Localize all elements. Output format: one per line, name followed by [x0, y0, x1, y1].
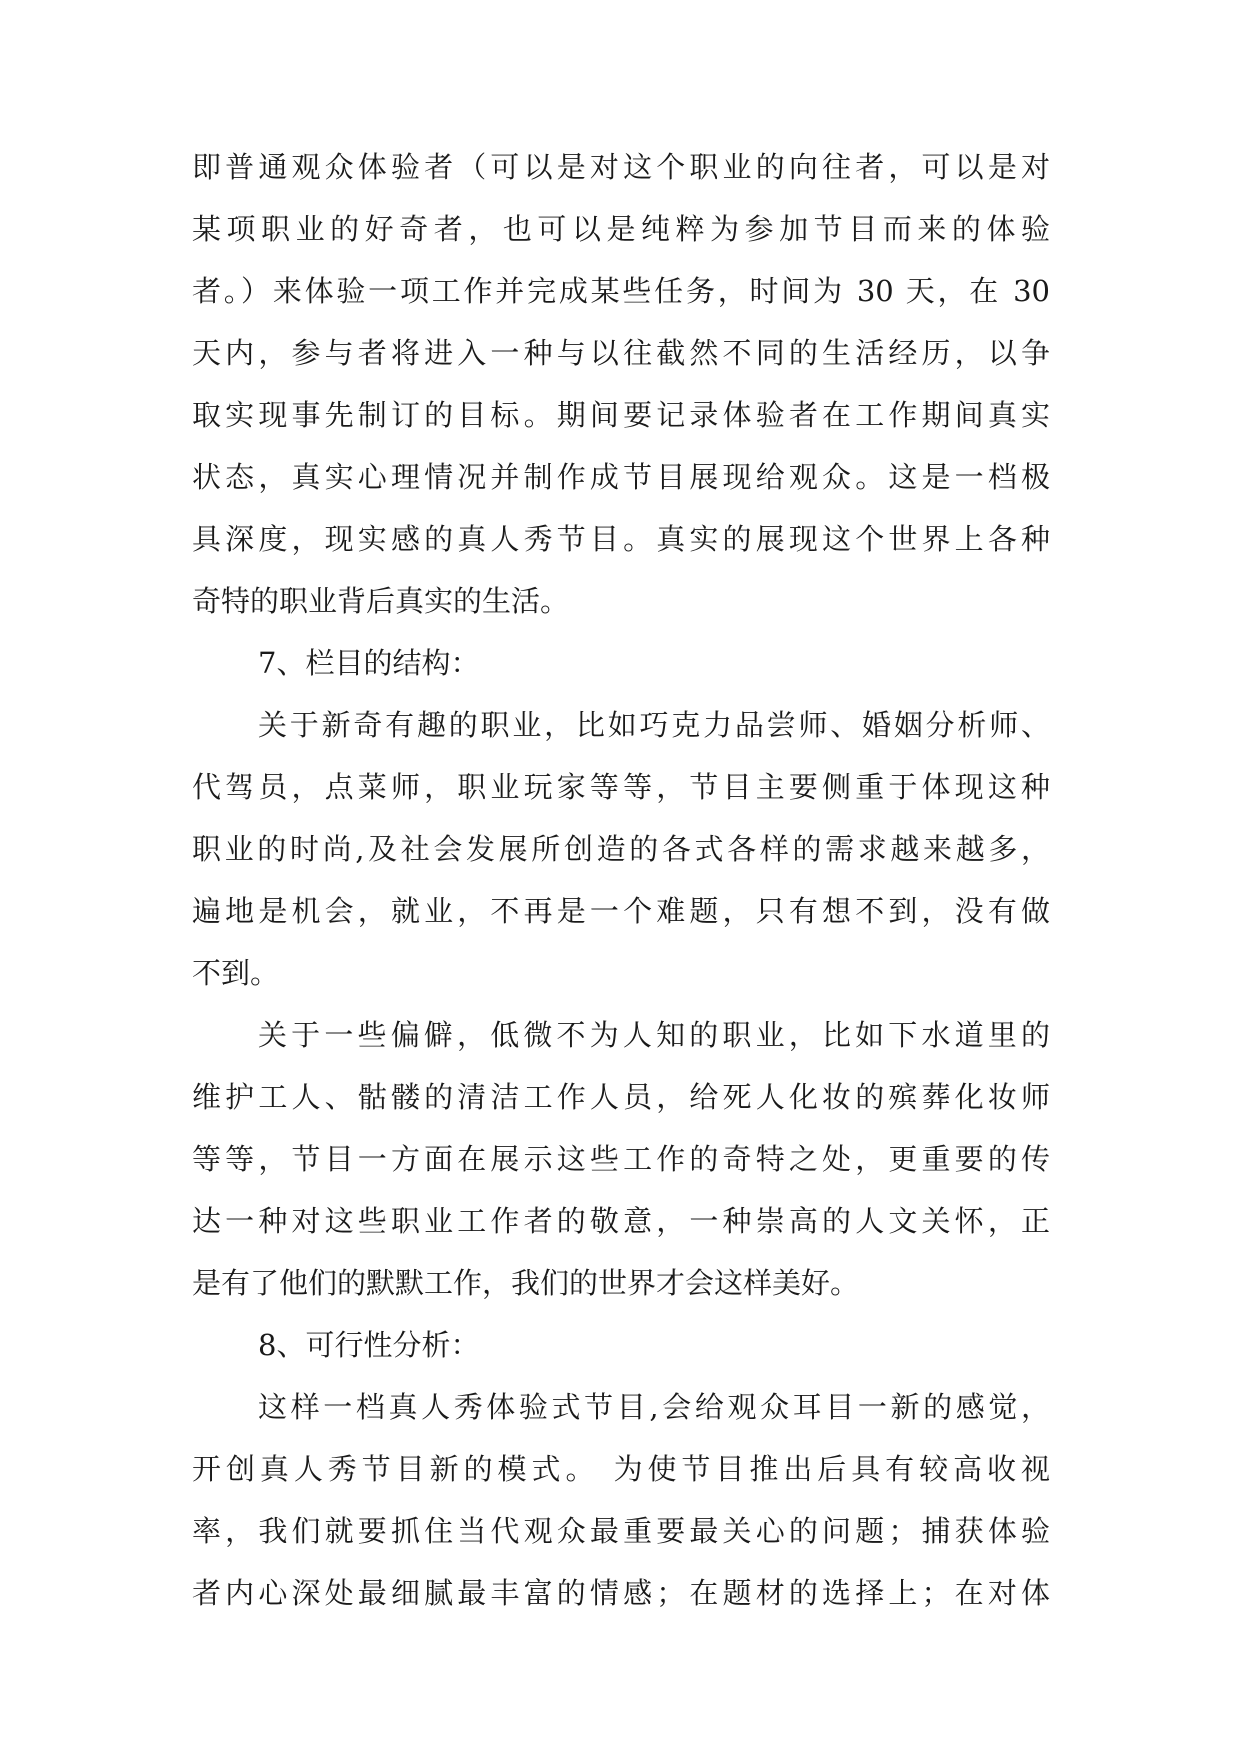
section-heading: 8、可行性分析： — [258, 1328, 480, 1362]
text-line: 关于一些偏僻，低微不为人知的职业，比如下水道里的 — [258, 1018, 1050, 1052]
text-line: 是有了他们的默默工作，我们的世界才会这样美好。 — [192, 1266, 860, 1300]
text-line: 具深度，现实感的真人秀节目。真实的展现这个世界上各种 — [192, 522, 1050, 556]
text-line: 这样一档真人秀体验式节目,会给观众耳目一新的感觉， — [258, 1390, 1050, 1424]
text-line: 等等，节目一方面在展示这些工作的奇特之处，更重要的传 — [192, 1142, 1050, 1176]
text-line: 达一种对这些职业工作者的敬意，一种崇高的人文关怀，正 — [192, 1204, 1050, 1238]
text-line: 维护工人、骷髅的清洁工作人员，给死人化妆的殡葬化妆师 — [192, 1080, 1050, 1114]
text-line: 天内，参与者将进入一种与以往截然不同的生活经历，以争 — [192, 336, 1050, 370]
text-line: 奇特的职业背后真实的生活。 — [192, 584, 570, 618]
text-line: 即普通观众体验者（可以是对这个职业的向往者，可以是对 — [192, 150, 1050, 184]
text-line: 不到。 — [192, 956, 280, 990]
text-line: 者。）来体验一项工作并完成某些任务，时间为 30 天，在 30 — [192, 274, 1050, 308]
text-line: 率，我们就要抓住当代观众最重要最关心的问题；捕获体验 — [192, 1514, 1050, 1548]
text-line: 取实现事先制订的目标。期间要记录体验者在工作期间真实 — [192, 398, 1050, 432]
text-line: 遍地是机会，就业，不再是一个难题，只有想不到，没有做 — [192, 894, 1050, 928]
section-heading: 7、栏目的结构： — [258, 646, 480, 680]
text-line: 某项职业的好奇者，也可以是纯粹为参加节目而来的体验 — [192, 212, 1050, 246]
text-line: 开创真人秀节目新的模式。 为使节目推出后具有较高收视 — [192, 1452, 1050, 1486]
text-line: 关于新奇有趣的职业，比如巧克力品尝师、婚姻分析师、 — [258, 708, 1050, 742]
text-line: 代驾员，点菜师，职业玩家等等，节目主要侧重于体现这种 — [192, 770, 1050, 804]
text-line: 者内心深处最细腻最丰富的情感；在题材的选择上；在对体 — [192, 1576, 1050, 1610]
text-line: 职业的时尚,及社会发展所创造的各式各样的需求越来越多， — [192, 832, 1050, 866]
text-line: 状态，真实心理情况并制作成节目展现给观众。这是一档极 — [192, 460, 1050, 494]
